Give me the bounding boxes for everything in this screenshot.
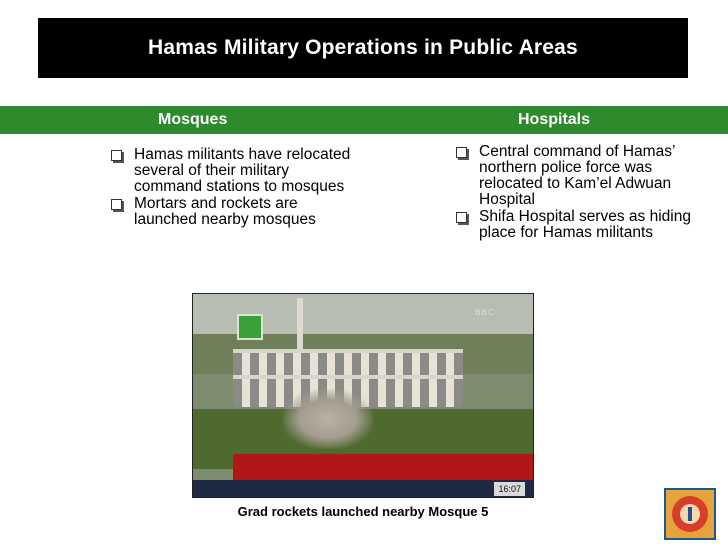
photo-caption: Grad rockets launched nearby Mosque 5 [237, 504, 489, 519]
list-item [453, 144, 693, 208]
news-ticker-bottom [193, 480, 533, 498]
title-bar [38, 18, 688, 78]
column-heading-band [0, 106, 728, 134]
building-floor [233, 349, 463, 353]
hospitals-heading: Hospitals [518, 111, 591, 128]
rocket-smoke [283, 389, 373, 449]
green-flag-icon [237, 314, 263, 340]
list-item [108, 147, 358, 195]
bullet-text: Shifa Hospital serves as hiding place for Hamas militants [479, 208, 691, 241]
hospitals-bullet-list [453, 144, 693, 242]
square-bullet-icon [111, 150, 122, 161]
list-item [108, 196, 358, 228]
news-ticker-red [233, 454, 534, 480]
mosque-minaret [297, 298, 303, 354]
news-footage-photo [192, 293, 534, 498]
list-item [453, 209, 693, 241]
square-bullet-icon [456, 212, 467, 223]
square-bullet-icon [111, 199, 122, 210]
building-floor [233, 375, 463, 379]
bullet-text: Mortars and rockets are launched nearby mosques [134, 195, 316, 228]
square-bullet-icon [456, 147, 467, 158]
logo-figure [688, 507, 692, 521]
mosques-heading: Mosques [158, 111, 228, 128]
bullet-text: Central command of Hamas’ northern police force was relocated to Kam’el Adwuan Hospital [479, 143, 675, 208]
bullet-text: Hamas militants have relocated several of their military command stations to mosques [134, 146, 351, 195]
broadcast-clock: 16:07 [494, 482, 525, 496]
slide-title: Hamas Military Operations in Public Areas [148, 36, 578, 59]
broadcaster-logo: BBC [475, 308, 495, 317]
organization-logo-icon [664, 488, 716, 540]
mosques-bullet-list [108, 147, 358, 229]
